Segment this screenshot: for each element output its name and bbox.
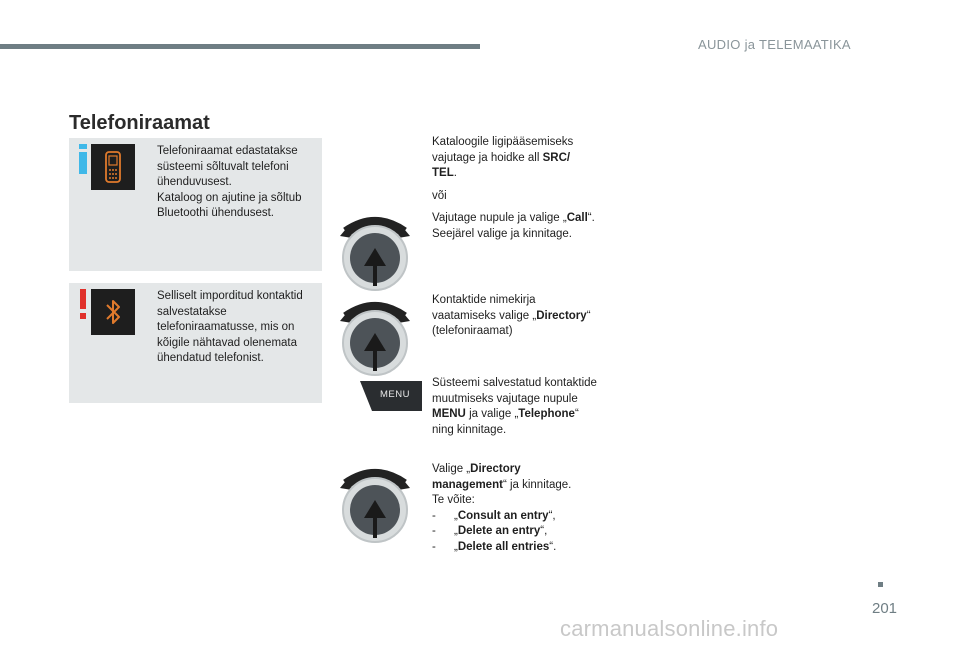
- option-dash: -: [432, 540, 436, 553]
- footer-watermark: carmanualsonline.info: [560, 616, 779, 641]
- option-delete-all: [432, 540, 597, 556]
- delete-all-entries-option: Delete all entries: [457, 540, 550, 553]
- option-end: “,: [548, 509, 556, 522]
- call-option: Call: [566, 212, 588, 224]
- bluetooth-icon: [91, 289, 135, 335]
- step4-end: “ ning kinnitage.: [432, 408, 579, 436]
- option-end: “.: [549, 540, 557, 553]
- step5-end: “ ja kinnitage.: [502, 478, 572, 491]
- step1-end: .: [453, 167, 457, 179]
- info-text: Telefoniraamat edastatakse süsteemi sõltuvalt telefoni ühenduvusest. Kataloog on ajutine ja sõltub Bluetoothi ühendusest.: [157, 145, 302, 219]
- section-title: AUDIO ja TELEMAATIKA: [698, 37, 851, 52]
- warning-mark-icon: [77, 289, 89, 319]
- step2-end: “. Seejärel valige ja kinnitage.: [432, 212, 595, 240]
- knob-rotate-confirm-icon: [340, 462, 410, 562]
- step-directory-management: [432, 462, 597, 555]
- option-consult: [432, 509, 597, 525]
- step-call: [432, 211, 597, 242]
- option-delete: [432, 524, 597, 540]
- step-directory: [432, 293, 597, 340]
- page-title: Telefoniraamat: [69, 112, 210, 134]
- knob-rotate-icon: [340, 295, 410, 395]
- src-tel-key: SRC/ TEL: [432, 151, 571, 179]
- consult-entry-option: Consult an entry: [457, 509, 549, 522]
- telephone-option: Telephone: [518, 408, 575, 420]
- step5-text: Valige „: [432, 463, 471, 475]
- step4-mid: ja valige „: [465, 408, 519, 420]
- directory-option: Directory: [536, 309, 587, 322]
- phone-icon: [91, 144, 135, 190]
- option-dash: -: [432, 509, 436, 522]
- step2-text: Vajutage nupule ja valige „: [432, 212, 567, 224]
- option-dash: -: [432, 525, 436, 537]
- step3-text: Kontaktide nimekirja vaatamiseks valige „: [432, 294, 537, 322]
- step-menu-telephone: [432, 376, 597, 438]
- step-src-tel: [432, 135, 597, 182]
- menu-key: MENU: [432, 408, 466, 420]
- option-quote: „: [454, 509, 458, 522]
- page-dot: [878, 582, 883, 587]
- warning-box: [69, 283, 322, 403]
- warning-text: Selliselt imporditud kontaktid salvestatakse telefoniraamatusse, mis on kõigile nähtavad olenemata ühendatud telefonist.: [157, 290, 303, 364]
- step4-text: Süsteemi salvestatud kontaktide muutmiseks vajutage nupule: [432, 377, 597, 405]
- menu-button-label: MENU: [380, 389, 410, 400]
- header-bar: [0, 44, 480, 49]
- option-end: “,: [540, 525, 548, 537]
- info-mark-icon: [77, 144, 89, 174]
- step3-end: “ (telefoniraamat): [432, 309, 591, 337]
- option-quote: „: [454, 525, 458, 537]
- step1-text: Kataloogile ligipääsemiseks vajutage ja hoidke all: [432, 136, 574, 164]
- delete-entry-option: Delete an entry: [457, 525, 541, 537]
- info-box: [69, 138, 322, 271]
- directory-management-option: Directory management: [432, 463, 521, 491]
- or-text: või: [432, 190, 447, 202]
- option-quote: „: [454, 540, 458, 553]
- page-number: 201: [872, 600, 898, 617]
- menu-button-icon: [360, 381, 422, 411]
- step5-you-can: Te võite:: [432, 494, 475, 506]
